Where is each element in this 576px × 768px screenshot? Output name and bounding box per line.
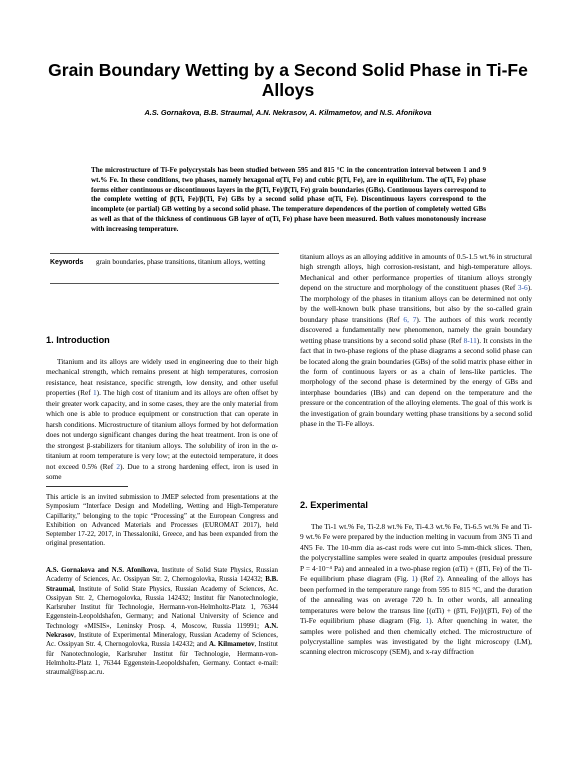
right-text-4: ). It consists in the fact that in two-phase regions of the phase diagrams a second solid phase can be located along the grain boundaries (GBs) of the solid matrix phase either in the form of continuous layers or as a chain of lens-like particles. The morphology of the second phase is determined by the energy of GBs and interphase boundaries (IBs) and can depend on the temperature and the pressure or the concentration of the alloying elements. The goal of this work is the investigation of grain boundary wetting phase transitions by a second solid phase in the Ti-Fe alloys.	[300, 335, 532, 429]
figure-link[interactable]: 1	[411, 574, 416, 584]
abstract: The microstructure of Ti-Fe polycrystals has been studied between 595 and 815 °C in the concentration interval between 1 and 9 wt.% Fe. In these conditions, two phases, namely hexagonal α(Ti, Fe) and cubic β(Ti, Fe), are in equilibrium. The α(Ti, Fe) phase forms either continuous or discontinuous layers in the β(Ti, Fe)/β(Ti, Fe) grain boundaries (GBs). Continuous layers correspond to the complete wetting of β(Ti, Fe)/β(Ti, Fe) GBs by a second solid phase α(Ti, Fe). Discontinuous layers correspond to the incomplete (or partial) GB wetting by a second solid phase. The temperature dependences of the portion of completely wetted GBs as well as that of the thickness of continuous GB layer of α(Ti, Fe) phase have been measured. Both values monotonously increase with increasing temperature.	[91, 166, 486, 233]
keywords-block	[50, 258, 279, 267]
exp-text-2: ) (Ref	[415, 574, 437, 584]
submission-footnote: This article is an invited submission to JMEP selected from presentations at the Symposium “Interface Design and Modelling, Wetting and High-Temperature Capillarity,” belonging to the topic “Processing” at the European Congress and Exhibition on Advanced Materials and Processes (EUROMAT 2017), held September 17-22, 2017, in Thessaloniki, Greece, and has been expanded from the original presentation.	[46, 493, 278, 548]
affiliation-text: , Institute of Experimental Mineralogy, Russian Academy of Sciences, Ac. Ossipyan Str. 4, Chernogolovka, Russia 142432; and	[46, 631, 278, 649]
figure-link[interactable]: 1	[425, 616, 430, 626]
footnote-rule	[46, 486, 128, 487]
section-heading-experimental: 2. Experimental	[300, 500, 368, 510]
keywords-label: Keywords	[50, 259, 84, 266]
article-title: Grain Boundary Wetting by a Second Solid Phase in Ti-Fe Alloys	[48, 60, 528, 100]
affiliation-author: A.S. Gornakova and N.S. Afonikova	[46, 566, 158, 574]
author-list: A.S. Gornakova, B.B. Straumal, A.N. Nekrasov, A. Kilmametov, and N.S. Afonikova	[144, 108, 432, 117]
intro-text-3: ). Due to a strong hardening effect, iron is used in some	[46, 461, 278, 481]
reference-link[interactable]: 3-6	[517, 283, 528, 293]
exp-text-1: The Ti-1 wt.% Fe, Ti-2.8 wt.% Fe, Ti-4.3 wt.% Fe, Ti-6.5 wt.% Fe and Ti-9 wt.% Fe were prepared by the induction melting in vacuum from 3N5 Ti and 4N5 Fe. The 10-mm dia as-cast rods were cut into 5-mm-thick slices. Then, the polycrystalline samples were sealed in quartz ampoules (residual pressure P = 4·10⁻⁴ Pa) and annealed in a two-phase region (αTi) + (βTi, Fe) of the Ti-Fe equilibrium phase diagram (Fig.	[300, 522, 532, 584]
introduction-paragraph	[46, 357, 278, 482]
reference-link[interactable]: 8-11	[463, 335, 477, 345]
intro-text-1: Titanium and its alloys are widely used in engineering due to their high mechanical strength, which remains present at high temperatures, corrosion resistance, heat resistance, specific strength, low density, and other useful properties (Ref	[46, 357, 278, 398]
exp-text-4: ). After quenching in water, the samples were polished and then chemically etched. The microstructure of polycrystalline samples was investigated by the light microscopy (LM), scanning electron microscopy (SEM), and x-ray diffraction	[300, 616, 532, 657]
right-text-1: titanium alloys as an alloying additive in amounts of 0.5-1.5 wt.% in structural high strength alloys, high corrosion-resistant, and high-temperature alloys. Mechanical and other performance properties of titanium alloys strongly depend on the structure and morphology of the constituent phases (Ref	[300, 252, 532, 293]
exp-text-3: ). Annealing of the alloys has been performed in the temperature range from 595 to 815 °C, and the duration of the annealing was on average 720 h. In other words, all annealing temperatures were below the transus line [(αTi) + (βTi, Fe)]/(βTi, Fe) of the Ti-Fe equilibrium phase diagram (Fig.	[300, 574, 532, 626]
reference-link[interactable]: 2	[116, 461, 120, 471]
affiliation-author: B.B. Straumal	[46, 575, 278, 593]
keywords-bottom-rule	[50, 283, 279, 284]
affiliation-author: A. Kilmametov	[209, 640, 255, 649]
reference-link[interactable]: 6, 7	[403, 314, 417, 324]
right-text-2: ). The morphology of the phases in titanium alloys can be determined not only by the well-known bulk phase transitions, but also by the so-called grain boundary phase transitions (Ref	[300, 283, 532, 324]
reference-link[interactable]: 1	[92, 388, 97, 398]
introduction-continued-paragraph	[300, 252, 532, 430]
right-text-3: ). The authors of this work recently discovered a fundamentally new phenomenon, namely the grain boundary wetting phase transitions by a second solid phase (Ref	[300, 314, 533, 345]
intro-text-2: ). The high cost of titanium and its alloys are often offset by their greater work capacity, and in some cases, they are the only material from which one is able to produce equipment or construction that can operate in harsh conditions. Microstructure of titanium alloys formed by hot deformation does not undergo significant changes during the heat treatment. Iron is one of the strongest β-stabilizers for titanium alloys. The solubility of iron in the α-titanium at room temperature is very low; at the eutectoid temperature, it does not exceed 0.5% (Ref	[46, 388, 278, 471]
section-heading-introduction: 1. Introduction	[46, 335, 110, 345]
keywords-text: grain boundaries, phase transitions, titanium alloys, wetting	[96, 258, 266, 266]
experimental-paragraph	[300, 522, 532, 658]
reference-link[interactable]: 2	[436, 574, 441, 584]
affiliation-text: , Institute of Solid State Physics, Russian Academy of Sciences, Ac. Ossipyan Str. 2, Chernogolovka, Russia 142432;	[46, 566, 278, 584]
affiliation-text: , Institute of Solid State Physics, Russian Academy of Sciences, Ac. Ossipyan Str. 2, Chernogolovka, Russia 142432; Institut für Nanotechnologie, Karlsruher Institut für Technologie, Hermann-von-Helmholtz-Platz 1, 76344 Eggenstein-Leopoldshafen, Germany; and National University of Science and Technology «MISIS», Leninsky Prosp. 4, Moscow, Russia 119991;	[46, 584, 278, 630]
affiliation-author: A.N. Nekrasov	[46, 621, 278, 640]
keywords-top-rule	[50, 253, 279, 254]
author-affiliations	[46, 566, 278, 678]
affiliation-text: , Institut für Nanotechnologie, Karlsruher Institut für Technologie, Hermann-von-Helmholtz-Platz 1, 76344 Eggenstein-Leopoldshafen, Germany. Contact e-mail: straumal@issp.ac.ru.	[46, 640, 278, 677]
